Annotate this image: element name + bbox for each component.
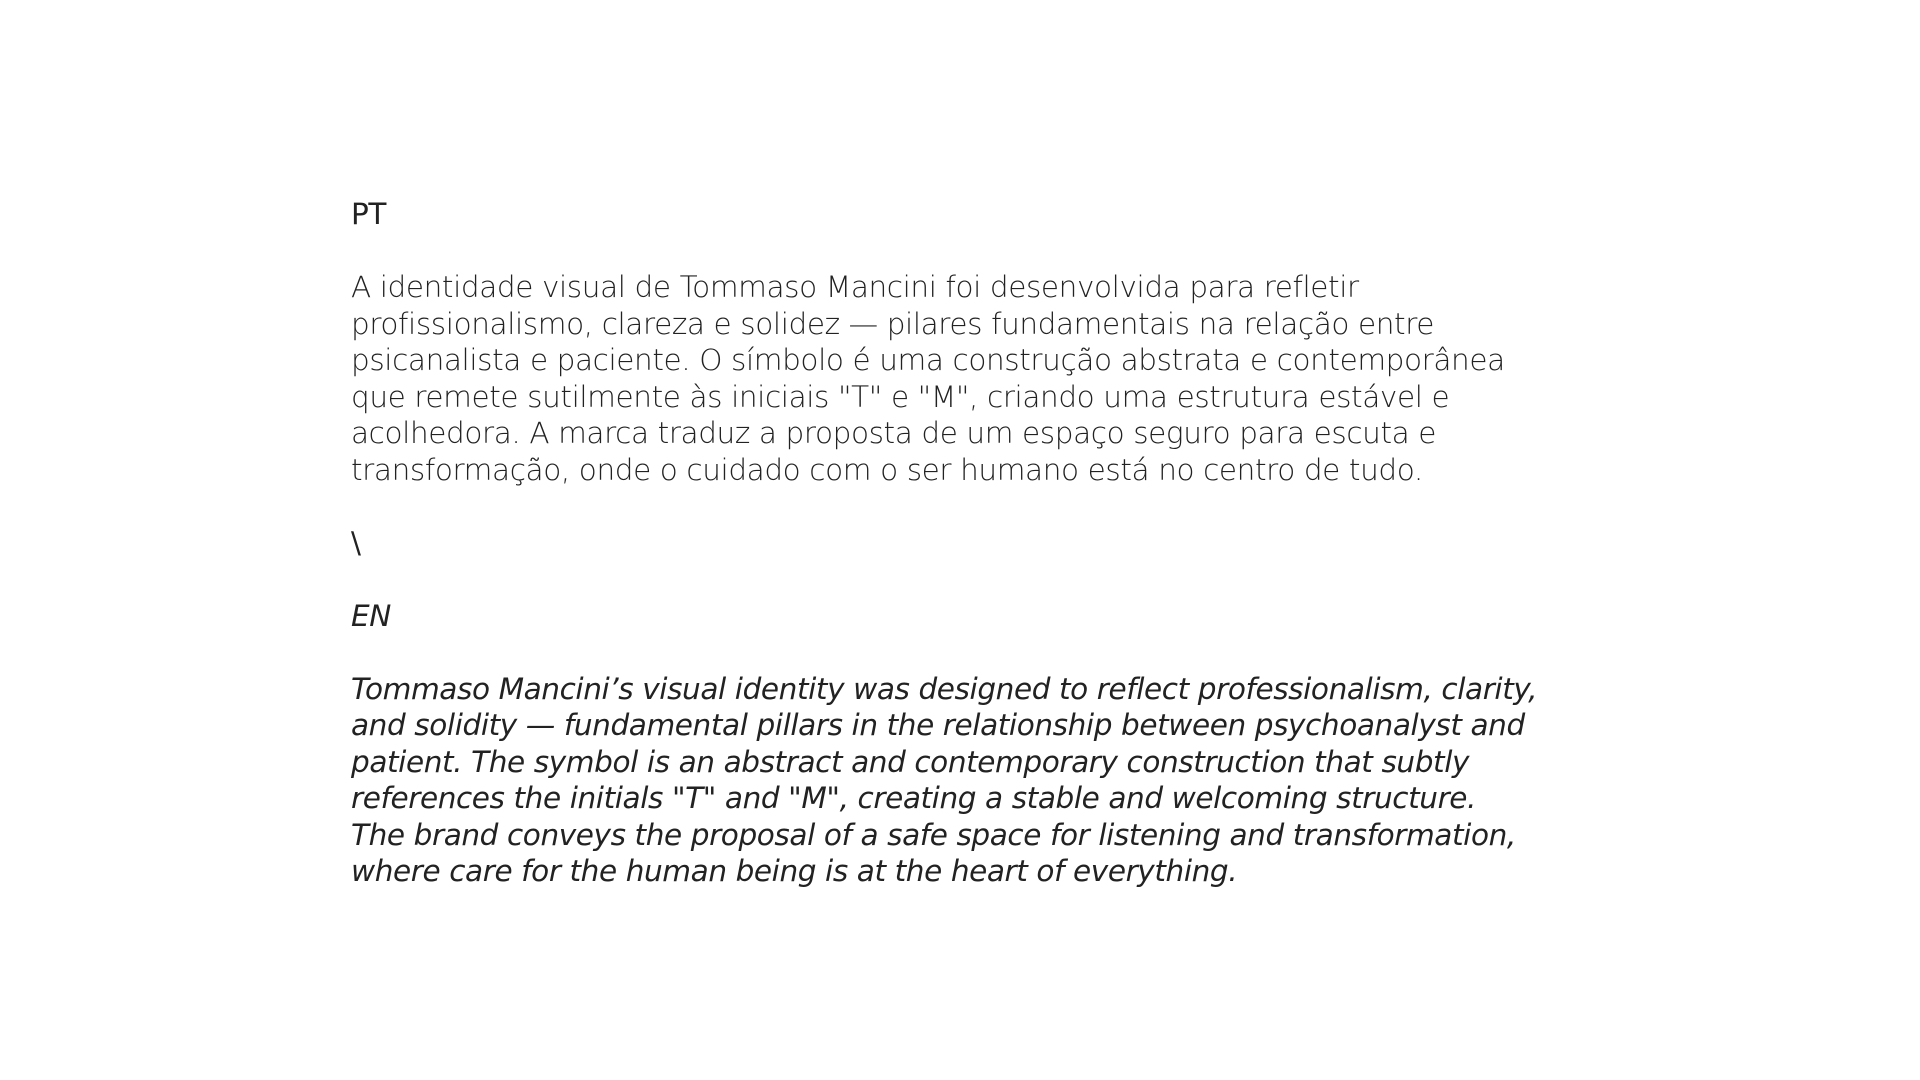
pt-heading: PT [351, 197, 387, 231]
spacer [351, 233, 1691, 270]
spacer [351, 488, 1691, 525]
section-separator: \ [351, 525, 361, 560]
spacer [351, 561, 1691, 598]
en-paragraph: Tommaso Mancini’s visual identity was designed to reflect professionalism, clarity, and solidity — fundamental pillars in the relationship between psychoanalyst and patient. The symbol is an abstract and contemporary construction that subtly references the initials "T" and "M", creating a stable and welcoming structure. The brand conveys the proposal of a safe space for listening and transformation, where care for the human being is at the heart of everything. [351, 671, 1538, 888]
pt-paragraph: A identidade visual de Tommaso Mancini foi desenvolvida para refletir profissionalismo, clareza e solidez — pilares fundamentais na relação entre psicanalista e paciente. O símbolo é uma construção abstrata e contemporânea que remete sutilmente às iniciais "T" e "M", criando uma estrutura estável e acolhedora. A marca traduz a proposta de um espaço seguro para escuta e transformação, onde o cuidado com o ser humano está no centro de tudo. [351, 270, 1505, 487]
en-heading: EN [351, 598, 391, 633]
spacer [351, 634, 1691, 671]
content-block [351, 196, 1691, 890]
